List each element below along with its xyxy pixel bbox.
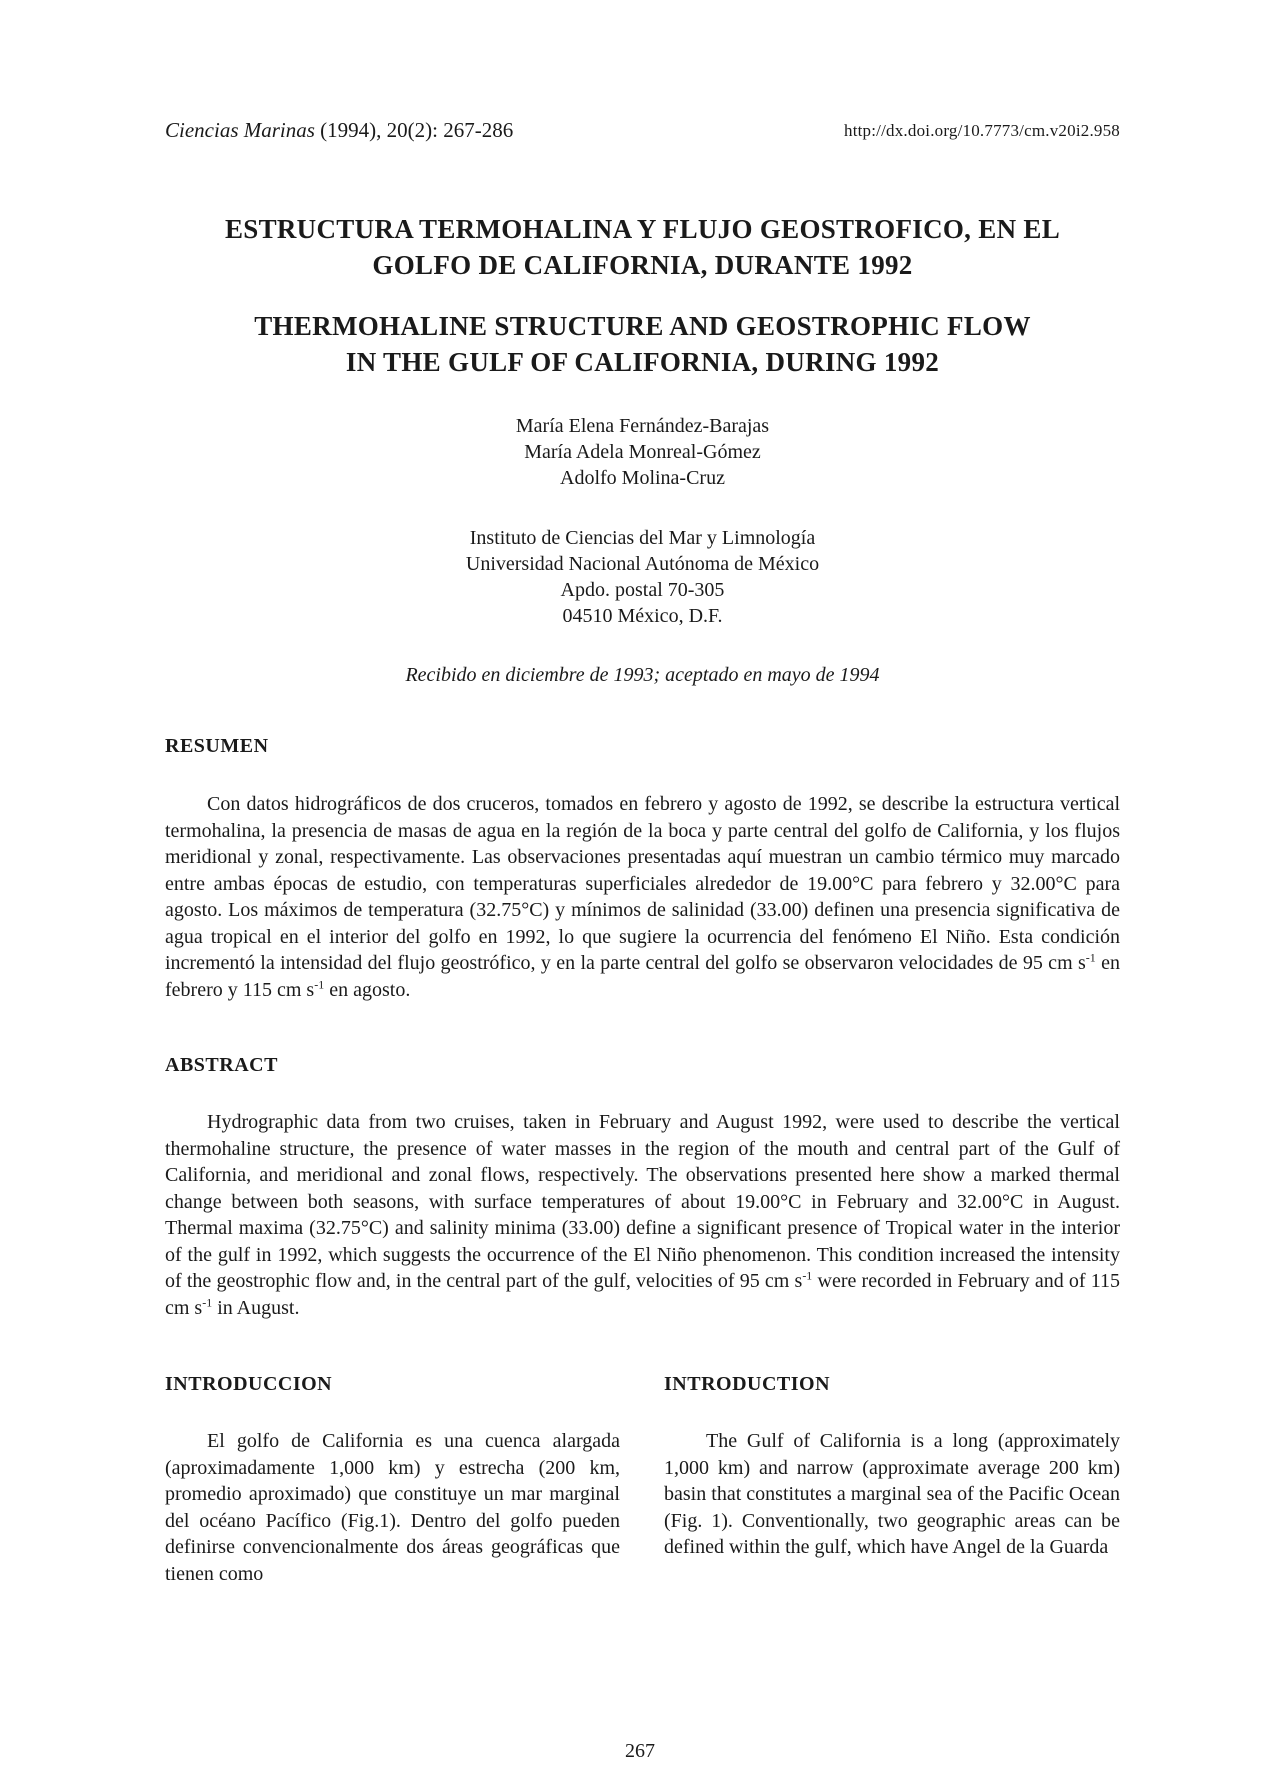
author-name: María Adela Monreal-Gómez (524, 441, 761, 463)
abstract-exponent-2: -1 (202, 1294, 213, 1309)
resumen-exponent-2: -1 (314, 976, 325, 991)
title-spanish (165, 211, 1120, 283)
citation-volume-pages: (1994), 20(2): 267-286 (320, 118, 514, 142)
resumen-text-main: Con datos hidrográficos de dos cruceros, tomados en febrero y agosto de 1992, se describe la estructura vertical termohalina, la presencia de masas de agua en la región de la boca y parte central del golfo de California, y los flujos meridional y zonal, respectivamente. Las observaciones presentadas aquí muestran un cambio térmico muy marcado entre ambas épocas de estudio, con temperaturas superficiales alrededor de 19.00°C para febrero y 32.00°C para agosto. Los máximos de temperatura (32.75°C) y mínimos de salinidad (33.00) definen una presencia significativa de agua tropical en el interior del golfo en 1992, lo que sugiere la ocurrencia del fenómeno El Niño. Esta condición incrementó la intensidad del flujo geostrófico, y en la parte central del golfo se observaron velocidades de 95 cm s (165, 793, 1120, 974)
title-english-line-1: THERMOHALINE STRUCTURE AND GEOSTROPHIC FLOW (254, 311, 1031, 341)
abstract-heading: ABSTRACT (165, 1054, 278, 1076)
abstract-text-mid: were recorded in February and of 115 cm s (165, 1270, 1121, 1319)
title-spanish-line-2: GOLFO DE CALIFORNIA, DURANTE 1992 (372, 250, 913, 280)
title-english-line-2: IN THE GULF OF CALIFORNIA, DURING 1992 (345, 347, 940, 377)
affiliation (165, 525, 1120, 629)
resumen-paragraph (165, 791, 1120, 1003)
author-name: María Elena Fernández-Barajas (515, 415, 770, 437)
abstract-text-end: in August. (212, 1296, 300, 1319)
affiliation-institute: Instituto de Ciencias del Mar y Limnología (469, 527, 816, 549)
abstract-exponent-1: -1 (802, 1268, 813, 1283)
running-head (165, 118, 1120, 148)
journal-name: Ciencias Marinas (165, 118, 315, 142)
author-name: Adolfo Molina-Cruz (560, 467, 725, 489)
journal-citation (165, 118, 513, 143)
introduction-heading: INTRODUCTION (664, 1373, 831, 1395)
resumen-text-end: en agosto. (324, 978, 411, 1001)
introduccion-paragraph: El golfo de California es una cuenca alargada (aproximadamente 1,000 km) y estrecha (200 km, promedio aproximado) que constituye un mar marginal del océano Pacífico (Fig.1). Dentro del golfo pueden definirse convencionalmente dos áreas geográficas que tienen como (165, 1430, 620, 1585)
affiliation-city: 04510 México, D.F. (562, 605, 723, 627)
introduccion-heading: INTRODUCCION (165, 1373, 333, 1395)
title-spanish-line-1: ESTRUCTURA TERMOHALINA Y FLUJO GEOSTROFICO, EN EL (224, 214, 1061, 244)
affiliation-university: Universidad Nacional Autónoma de México (465, 553, 820, 575)
affiliation-postal-box: Apdo. postal 70-305 (560, 579, 725, 601)
resumen-text-mid: en febrero y 115 cm s (165, 952, 1120, 1001)
title-english (165, 308, 1120, 380)
author-list (165, 413, 1120, 491)
abstract-paragraph (165, 1109, 1120, 1321)
abstract-text-main: Hydrographic data from two cruises, taken in February and August 1992, were used to describe the vertical thermohaline structure, the presence of water masses in the region of the mouth and central part of the Gulf of California, and meridional and zonal flows, respectively. The observations presented here show a marked thermal change between both seasons, with surface temperatures of about 19.00°C in February and 32.00°C in August. Thermal maxima (32.75°C) and salinity minima (33.00) define a significant presence of Tropical water in the interior of the gulf in 1992, which suggests the occurrence of the El Niño phenomenon. This condition increased the intensity of the geostrophic flow and, in the central part of the gulf, velocities of 95 cm s (165, 1111, 1120, 1292)
page-number: 267 (625, 1740, 655, 1762)
doi-link[interactable]: http://dx.doi.org/10.7773/cm.v20i2.958 (844, 121, 1120, 140)
introduction-paragraph: The Gulf of California is a long (approximately 1,000 km) and narrow (approximate average 200 km) basin that constitutes a marginal sea of the Pacific Ocean (Fig. 1). Conventionally, two geographic areas can be defined within the gulf, which have Angel de la Guarda (664, 1430, 1120, 1558)
resumen-exponent-1: -1 (1085, 950, 1096, 965)
resumen-heading: RESUMEN (165, 735, 269, 757)
received-accepted-dates: Recibido en diciembre de 1993; aceptado en mayo de 1994 (405, 664, 880, 686)
